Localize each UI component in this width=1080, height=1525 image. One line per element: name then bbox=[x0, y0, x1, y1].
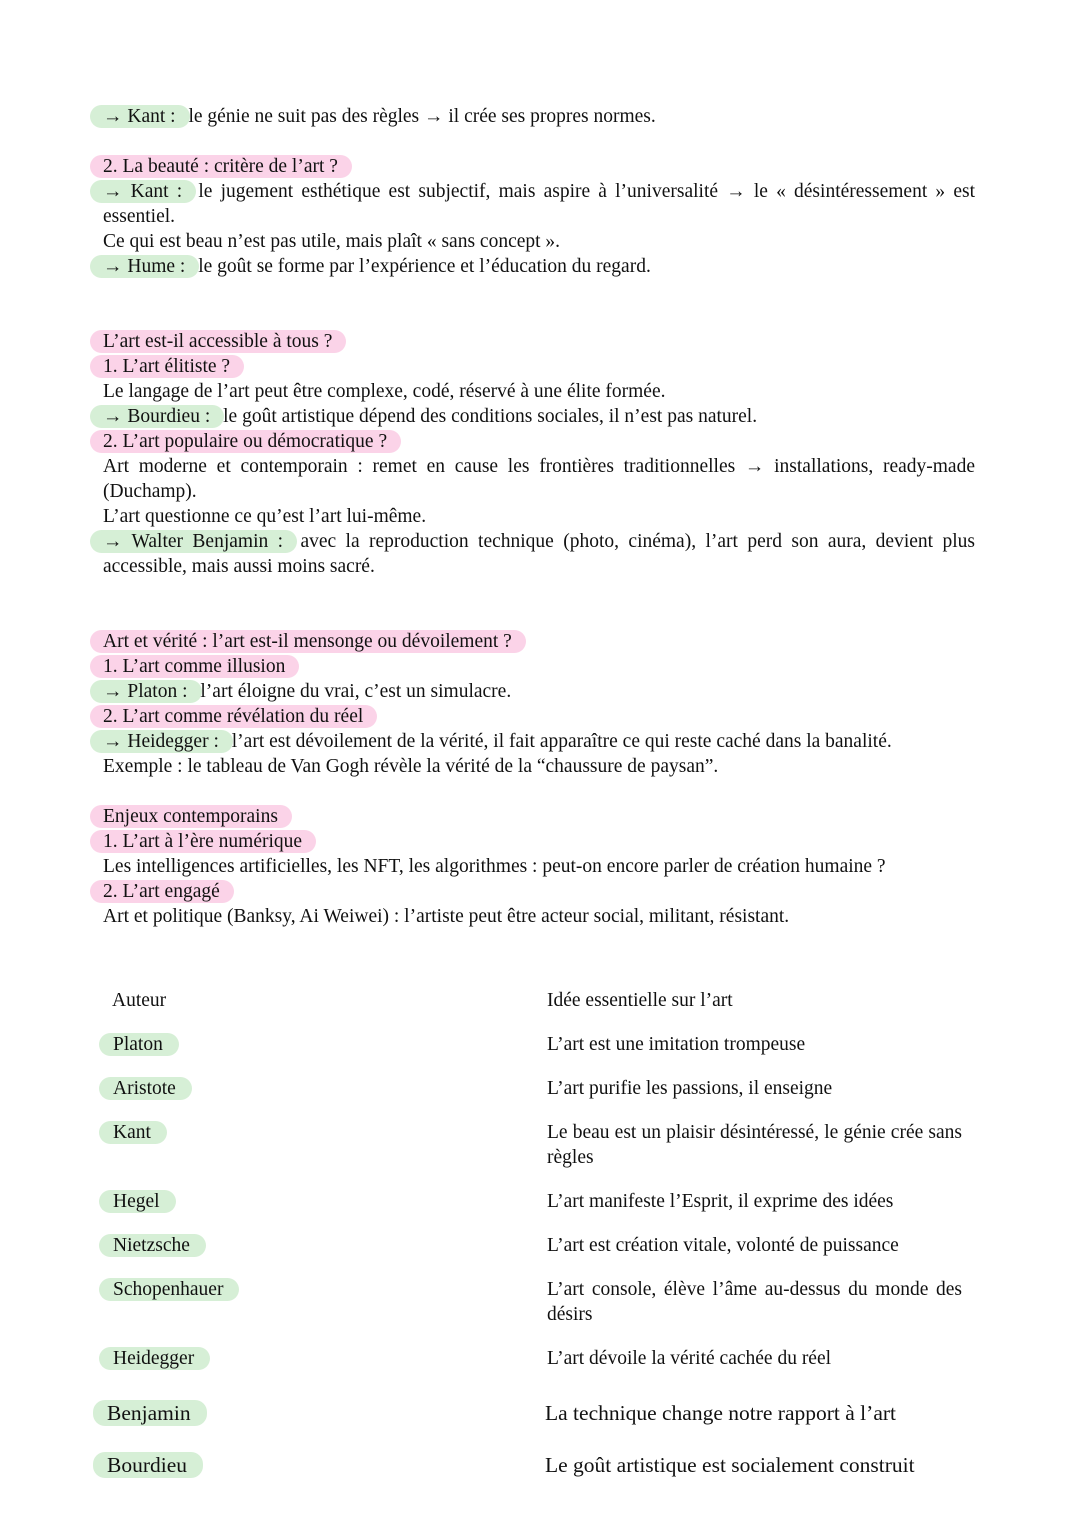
author-highlight: → Heidegger : bbox=[90, 730, 233, 753]
text-line bbox=[103, 329, 975, 354]
author-cell bbox=[112, 1233, 200, 1258]
text-line bbox=[103, 704, 975, 729]
line-text: Art moderne et contemporain : remet en cause les frontières traditionnelles → installations, ready-made (Duchamp). bbox=[103, 456, 975, 502]
text-line bbox=[103, 529, 975, 579]
heading-highlight: Art et vérité : l’art est-il mensonge ou dévoilement ? bbox=[90, 630, 526, 653]
line-text: avec la reproduction technique (photo, cinéma), l’art perd son aura, devient plus accessible, mais aussi moins sacré. bbox=[103, 531, 975, 577]
author-highlight: → Kant : bbox=[90, 180, 196, 203]
text-line bbox=[103, 729, 975, 754]
section-2 bbox=[103, 329, 975, 579]
text-line bbox=[103, 879, 975, 904]
text-line bbox=[103, 254, 975, 279]
author-name: Bourdieu bbox=[93, 1452, 203, 1478]
text-line bbox=[103, 429, 975, 454]
author-cell bbox=[112, 1346, 204, 1371]
author-highlight: → Platon : bbox=[90, 680, 202, 703]
idea-cell: L’art est création vitale, volonté de puissance bbox=[547, 1235, 899, 1256]
heading-highlight: 2. L’art engagé bbox=[90, 880, 234, 903]
author-name: Kant bbox=[99, 1121, 167, 1144]
text-line bbox=[103, 804, 975, 829]
text-line bbox=[103, 404, 975, 429]
line-text: Ce qui est beau n’est pas utile, mais plaît « sans concept ». bbox=[103, 231, 561, 252]
text-line bbox=[103, 504, 975, 529]
heading-highlight: 1. L’art élitiste ? bbox=[90, 355, 244, 378]
header-idea: Idée essentielle sur l’art bbox=[547, 990, 733, 1011]
line-text: Le langage de l’art peut être complexe, codé, réservé à une élite formée. bbox=[103, 381, 666, 402]
line-text: le génie ne suit pas des règles → il crée ses propres normes. bbox=[183, 106, 656, 127]
text-line bbox=[103, 829, 975, 854]
line-text: le goût se forme par l’expérience et l’éducation du regard. bbox=[193, 256, 651, 277]
line-text: le jugement esthétique est subjectif, mais aspire à l’universalité → le « désintéressement » est essentiel. bbox=[103, 181, 975, 227]
heading-highlight: 1. L’art comme illusion bbox=[90, 655, 299, 678]
author-cell bbox=[112, 1277, 233, 1302]
heading-highlight: 1. L’art à l’ère numérique bbox=[90, 830, 316, 853]
heading-highlight: 2. L’art comme révélation du réel bbox=[90, 705, 377, 728]
heading-highlight: L’art est-il accessible à tous ? bbox=[90, 330, 346, 353]
idea-cell: L’art purifie les passions, il enseigne bbox=[547, 1078, 833, 1099]
line-text: L’art questionne ce qu’est l’art lui-même. bbox=[103, 506, 427, 527]
text-line bbox=[103, 154, 975, 179]
text-line bbox=[103, 179, 975, 229]
text-line bbox=[103, 629, 975, 654]
line-text: l’art est dévoilement de la vérité, il fait apparaître ce qui reste caché dans la banalité. bbox=[226, 731, 892, 752]
heading-highlight: 2. L’art populaire ou démocratique ? bbox=[90, 430, 401, 453]
author-name: Heidegger bbox=[99, 1347, 210, 1370]
idea-cell: La technique change notre rapport à l’art bbox=[545, 1401, 896, 1425]
author-cell bbox=[112, 1032, 173, 1057]
idea-cell: L’art manifeste l’Esprit, il exprime des idées bbox=[547, 1191, 894, 1212]
text-line bbox=[103, 379, 975, 404]
section-1 bbox=[103, 154, 975, 279]
text-line bbox=[103, 754, 975, 779]
author-cell bbox=[106, 1401, 201, 1426]
section-0 bbox=[103, 104, 975, 129]
idea-cell: Le beau est un plaisir désintéressé, le génie crée sans règles bbox=[547, 1122, 962, 1168]
text-line bbox=[103, 229, 975, 254]
section-3 bbox=[103, 629, 975, 779]
text-line bbox=[103, 679, 975, 704]
idea-cell: L’art dévoile la vérité cachée du réel bbox=[547, 1348, 832, 1369]
author-highlight: → Kant : bbox=[90, 105, 190, 128]
idea-cell: Le goût artistique est socialement construit bbox=[545, 1453, 915, 1477]
text-line bbox=[103, 454, 975, 504]
line-text: Exemple : le tableau de Van Gogh révèle la vérité de la “chaussure de paysan”. bbox=[103, 756, 719, 777]
line-text: Art et politique (Banksy, Ai Weiwei) : l’artiste peut être acteur social, militant, résistant. bbox=[103, 906, 790, 927]
author-name: Hegel bbox=[99, 1190, 176, 1213]
text-line bbox=[103, 854, 975, 879]
author-highlight: → Bourdieu : bbox=[90, 405, 224, 428]
heading-highlight: 2. La beauté : critère de l’art ? bbox=[90, 155, 352, 178]
author-name: Schopenhauer bbox=[99, 1278, 239, 1301]
text-line bbox=[103, 904, 975, 929]
line-text: l’art éloigne du vrai, c’est un simulacre. bbox=[195, 681, 512, 702]
idea-cell: L’art console, élève l’âme au-dessus du monde des désirs bbox=[547, 1279, 962, 1325]
author-cell bbox=[112, 1189, 170, 1214]
header-author: Auteur bbox=[112, 990, 167, 1011]
text-line bbox=[103, 654, 975, 679]
text-line bbox=[103, 354, 975, 379]
author-cell bbox=[112, 1120, 161, 1145]
idea-cell: L’art est une imitation trompeuse bbox=[547, 1034, 806, 1055]
heading-highlight: Enjeux contemporains bbox=[90, 805, 292, 828]
line-text: le goût artistique dépend des conditions sociales, il n’est pas naturel. bbox=[218, 406, 758, 427]
line-text: Les intelligences artificielles, les NFT, les algorithmes : peut-on encore parler de création humaine ? bbox=[103, 856, 886, 877]
text-line bbox=[103, 104, 975, 129]
author-name: Nietzsche bbox=[99, 1234, 206, 1257]
author-name: Benjamin bbox=[93, 1400, 207, 1426]
author-cell bbox=[106, 1453, 197, 1478]
author-highlight: → Hume : bbox=[90, 255, 199, 278]
author-name: Aristote bbox=[99, 1077, 192, 1100]
author-cell bbox=[112, 1076, 186, 1101]
author-name: Platon bbox=[99, 1033, 179, 1056]
section-4 bbox=[103, 804, 975, 929]
author-highlight: → Walter Benjamin : bbox=[90, 530, 297, 553]
